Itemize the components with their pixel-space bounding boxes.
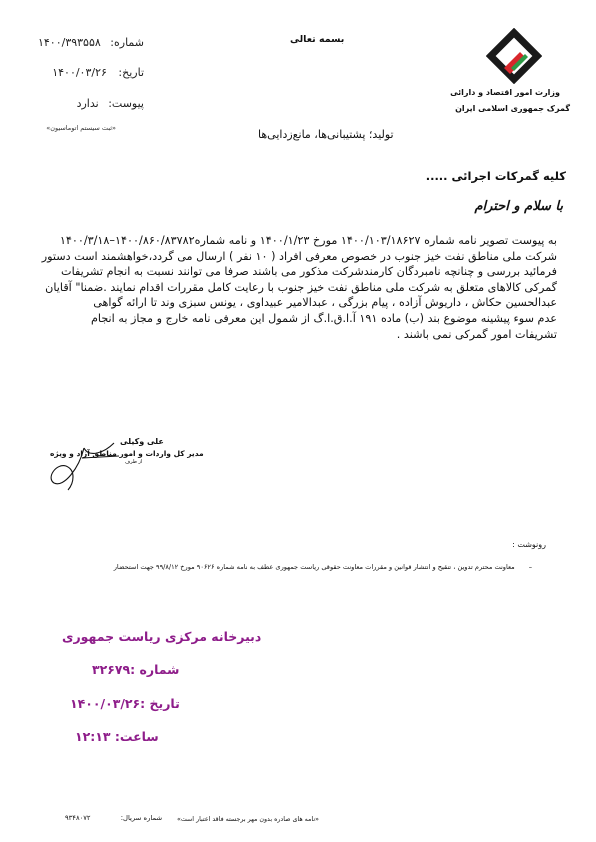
- attachment-label: پیوست:: [108, 97, 144, 110]
- customs-name: گمرک جمهوری اسلامی ایران: [455, 104, 570, 113]
- handwritten-signature: [44, 428, 134, 498]
- serial-value: ۹۳۴۸۰۷۲: [65, 814, 91, 822]
- signer-note: از طرف: [125, 459, 143, 465]
- attachment-value: ندارد: [76, 97, 99, 110]
- stamp-number: شماره :۳۲۶۷۹: [92, 662, 180, 677]
- recipient: کلیه گمرکات اجرائی .....: [425, 169, 566, 183]
- greeting: با سلام و احترام: [474, 199, 563, 214]
- stamp-date: تاریخ :۱۴۰۰/۰۳/۲۶: [70, 696, 180, 711]
- ministry-name: وزارت امور اقتصاد و دارائی: [450, 88, 560, 97]
- date-label: تاریخ:: [118, 66, 144, 79]
- cc-dash: –: [528, 563, 532, 571]
- body-line: به پیوست تصویر نامه شماره ۱۴۰۰/۱۰۳/۱۸۶۲۷ مورخ ۱۴۰۰/۱/۲۳ و نامه شماره۱۴۰۰/۸۶۰/۸۳۷۸۲–۱۴۰۰/۳/۱۸: [59, 234, 557, 247]
- stamp-office: دبیرخانه مرکزی ریاست جمهوری: [62, 629, 262, 644]
- system-note: «ثبت سیستم اتوماسیون»: [46, 124, 116, 132]
- number-value: ۱۴۰۰/۳۹۳۵۵۸: [37, 36, 101, 49]
- body-line: گمرکی کالاهای متعلق به شرکت ملی مناطق نفت خیز جنوب با رعایت کامل مقررات اقدام نمایند .ضمنا" آقایان: [45, 280, 557, 294]
- body-line: فرمائید بررسی و چنانچه نامبردگان کارمندشرکت مذکور می باشند صرفا می توانند نسبت به انجام تشریفات: [61, 265, 557, 279]
- signer-name: علی وکیلی: [120, 437, 164, 446]
- department-line: تولید؛ پشتیبانی‌ها، مانع‌زدایی‌ها: [258, 128, 394, 141]
- signer-title: مدیر کل واردات و امور مناطق آزاد و ویژه: [50, 449, 204, 458]
- serial-label: شماره سریال:: [120, 814, 163, 822]
- cc-text: معاونت محترم تدوین ، تنقیح و انتشار قوانین و مقررات معاونت حقوقی ریاست جمهوری عطف به نامه شماره ۹۰۶۲۶ مورخ ۹۹/۸/۱۲ جهت استحضار: [113, 563, 515, 571]
- customs-logo: [486, 28, 542, 84]
- body-line: عدم سوء پیشینه موضوع بند (ب) ماده ۱۹۱ آ.ا.ق.ا.گ از شمول این معرفی نامه خارج و مجاز به انجام: [90, 311, 557, 325]
- cc-line: [114, 563, 532, 571]
- body-line: عبدالحسین حکاش ، داریوش آزاده ، پیام بزرگی ، عبدالامیر عبیداوی ، یونس سبزی وند تا ارائه گواهی: [93, 296, 557, 310]
- footer-note: «نامه های صادره بدون مهر برجسته فاقد اعتبار است»: [177, 816, 319, 823]
- stamp-time: ساعت: ۱۲:۱۳: [75, 729, 159, 744]
- body-line: تشریفات امور گمرکی نمی باشند .: [396, 327, 557, 341]
- footer-serial: [65, 814, 162, 822]
- date-value: ۱۴۰۰/۰۳/۲۶: [52, 66, 107, 79]
- cc-label: رونوشت :: [512, 540, 546, 549]
- number-label: شماره:: [110, 36, 144, 49]
- letter-number: [38, 36, 144, 49]
- body-line: شرکت ملی مناطق نفت خیز جنوب در خصوص معرفی افراد ( ۱۰ نفر ) ارسال می گردد،خواهشمند است دستور: [41, 249, 557, 263]
- bismillah: بسمه تعالی: [290, 34, 345, 45]
- letter-date: [52, 66, 144, 79]
- body-text: [37, 233, 557, 342]
- letter-attachment: [77, 97, 144, 110]
